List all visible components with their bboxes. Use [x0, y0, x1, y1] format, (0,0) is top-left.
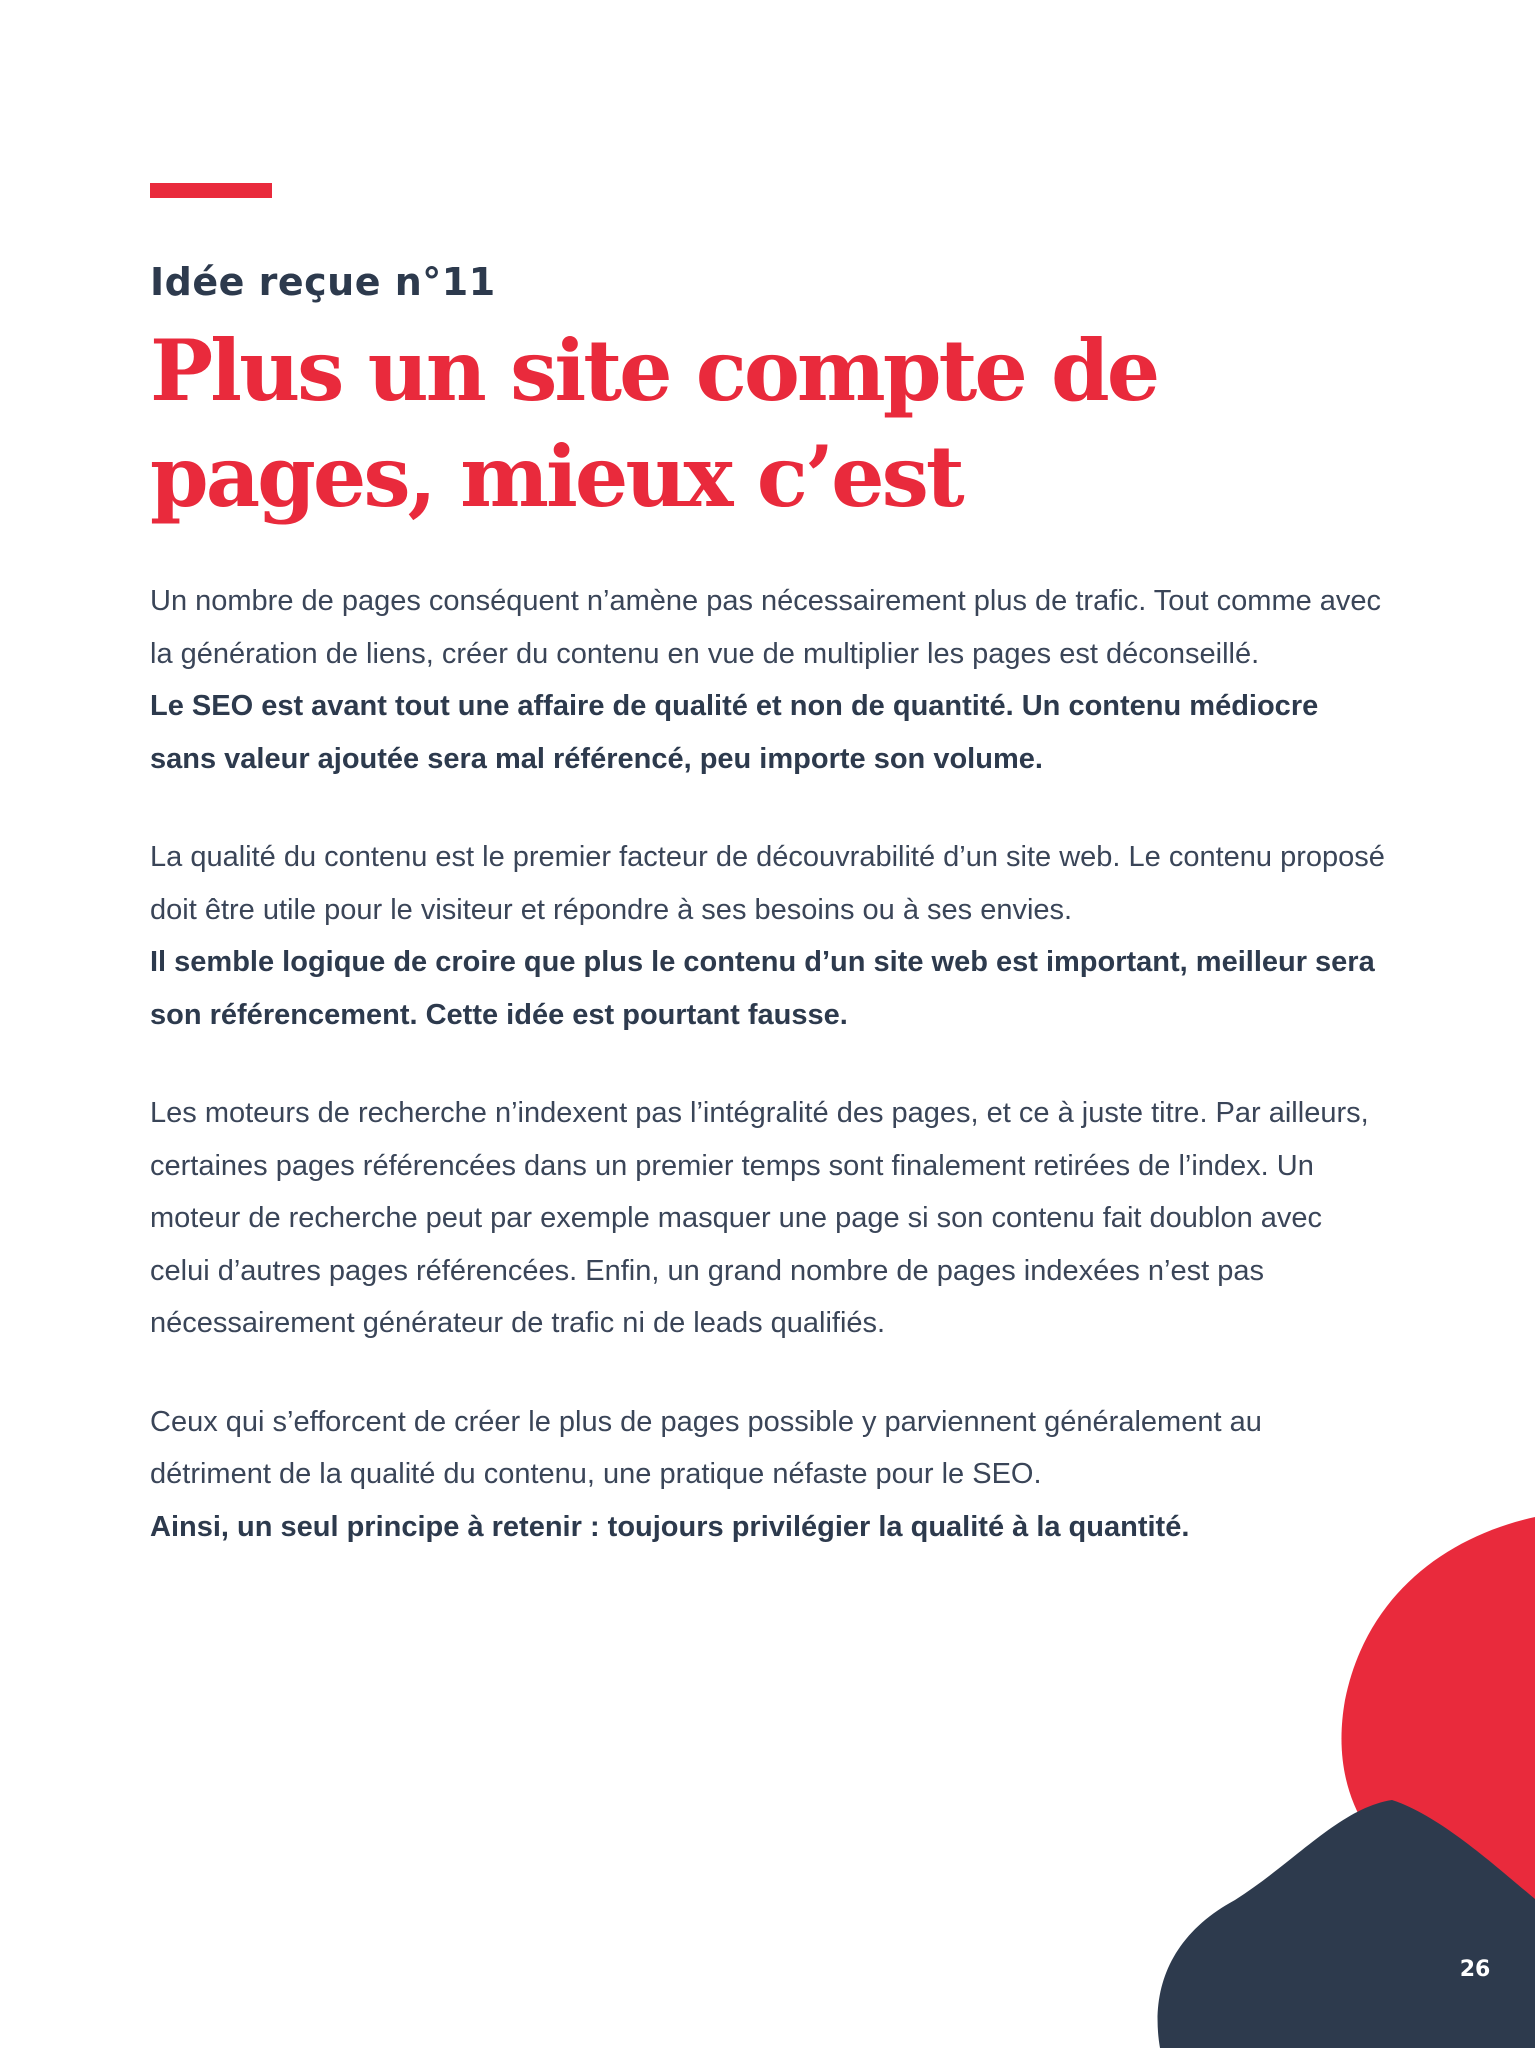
paragraph-2-text: La qualité du contenu est le premier facteur de découvrabilité d’un site web. Le contenu proposé doit être utile pour le visiteur et répondre à ses besoins ou à ses envies. — [150, 841, 1385, 926]
paragraph-2-emphasis: Il semble logique de croire que plus le contenu d’un site web est important, meilleur sera son référencement. Cette idée est pourtant fausse. — [150, 946, 1375, 1031]
paragraph-1-emphasis: Le SEO est avant tout une affaire de qualité et non de quantité. Un contenu médiocre sans valeur ajoutée sera mal référencé, peu importe son volume. — [150, 690, 1319, 775]
paragraph-4-emphasis: Ainsi, un seul principe à retenir : toujours privilégier la qualité à la quantité. — [150, 1510, 1190, 1543]
paragraph-3-text: Les moteurs de recherche n’indexent pas l’intégralité des pages, et ce à juste titre. Par ailleurs, certaines pages référencées dans un premier temps sont finalement retirées de l’index. Un moteur de recherche peut par exemple masquer une page si son contenu fait doublon avec celui d’autres pages référencées. Enfin, un grand nombre de pages indexées n’est pas nécessairement générateur de trafic ni de leads qualifiés. — [150, 1097, 1369, 1339]
paragraph-4-text: Ceux qui s’efforcent de créer le plus de pages possible y parviennent généralement au détriment de la qualité du contenu, une pratique néfaste pour le SEO. — [150, 1405, 1262, 1490]
paragraph-1-text: Un nombre de pages conséquent n’amène pas nécessairement plus de trafic. Tout comme avec la génération de liens, créer du contenu en vue de multiplier les pages est déconseillé. — [150, 585, 1382, 670]
section-eyebrow: Idée reçue n°11 — [150, 260, 496, 304]
page-title: Plus un site compte de pages, mieux c’est — [150, 321, 1158, 526]
page-number: 26 — [1459, 1957, 1491, 1982]
